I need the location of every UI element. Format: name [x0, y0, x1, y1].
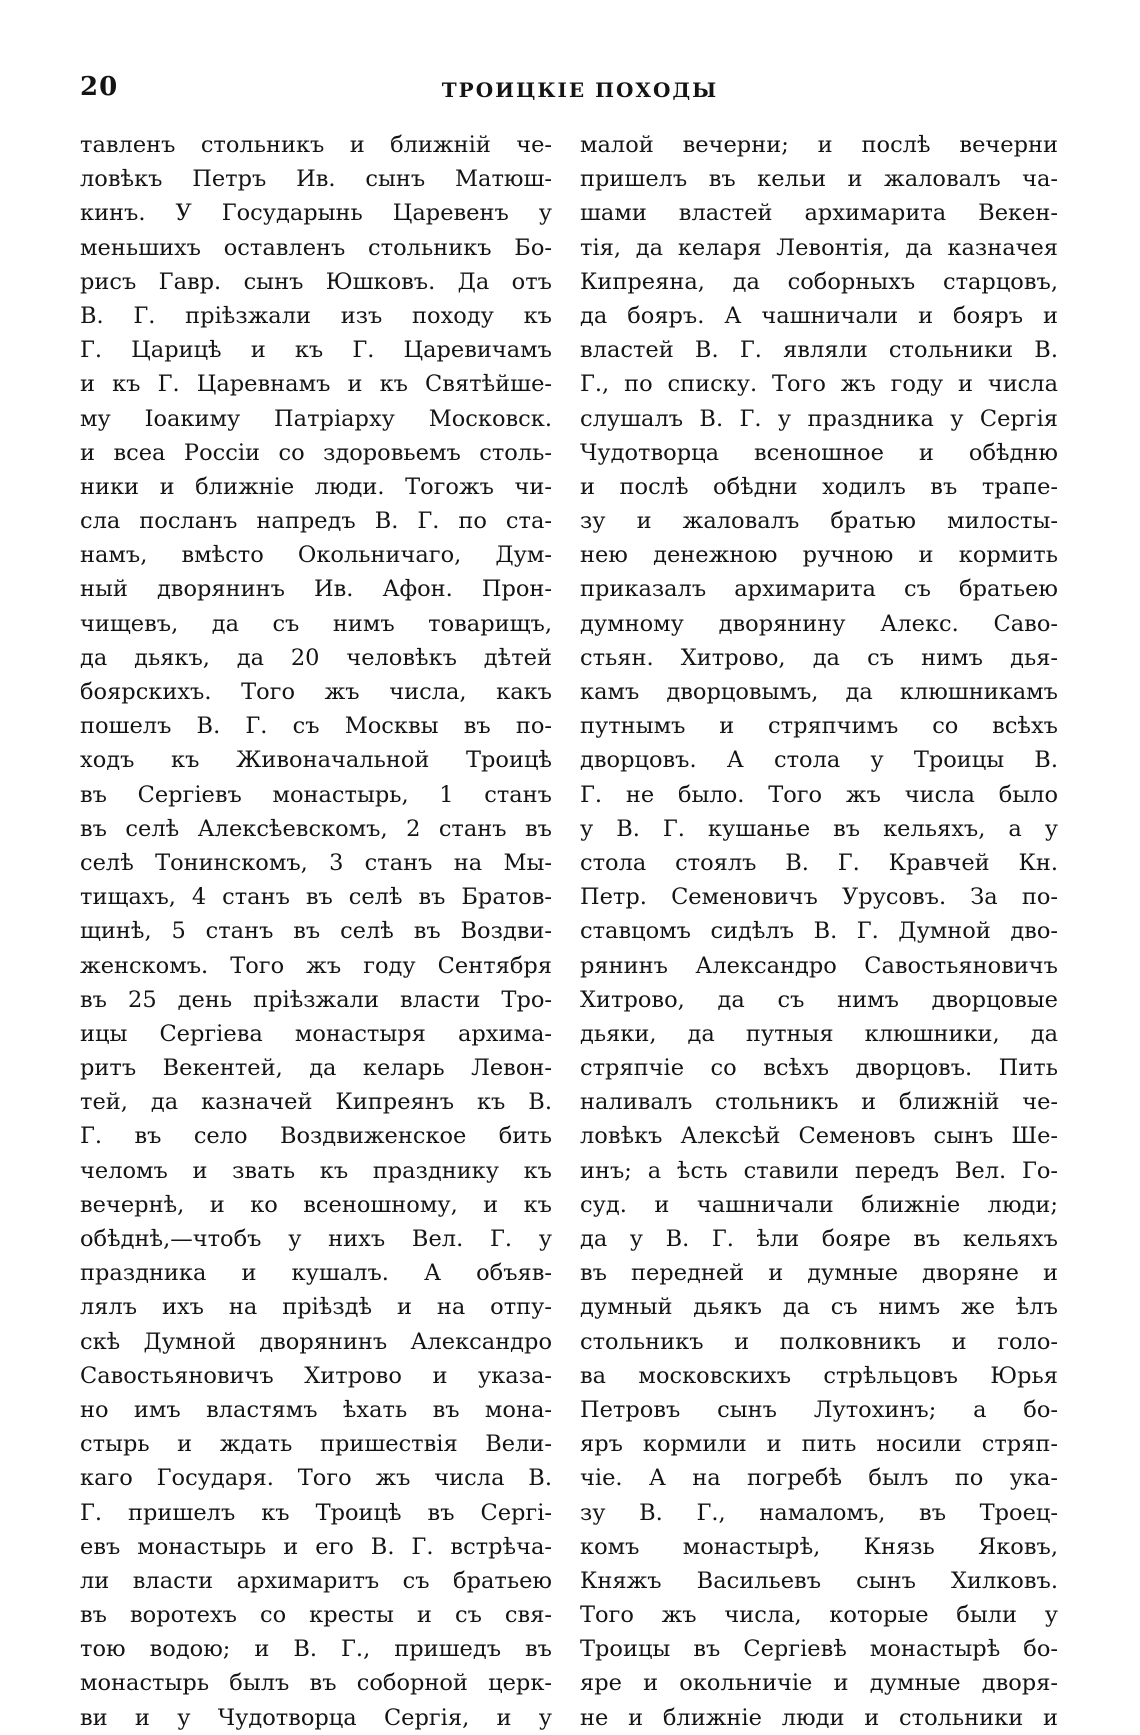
text-line: да дьякъ, да 20 человѣкъ дѣтей: [80, 644, 552, 671]
text-line: Петр. Семеновичъ Урусовъ. За по-: [580, 884, 1058, 911]
text-line: щинѣ, 5 станъ въ селѣ въ Воздви-: [80, 918, 552, 945]
text-line: женскомъ. Того жъ году Сентября: [80, 952, 552, 979]
text-line: чищевъ, да съ нимъ товарищъ,: [80, 610, 552, 637]
text-line: въ воротехъ со кресты и съ свя-: [80, 1602, 552, 1629]
text-line: ный дворянинъ Ив. Афон. Прон-: [80, 576, 552, 603]
text-line: властей В. Г. являли стольники В.: [580, 337, 1058, 364]
text-line: въ Сергіевъ монастырь, 1 станъ: [80, 781, 552, 808]
text-line: скѣ Думной дворянинъ Александро: [80, 1328, 552, 1355]
text-line: намъ, вмѣсто Окольничаго, Дум-: [80, 542, 552, 569]
right-column: [580, 128, 1058, 1735]
text-line: евъ монастырь и его В. Г. встрѣча-: [80, 1533, 552, 1560]
text-line: меньшихъ оставленъ стольникъ Бо-: [80, 234, 552, 261]
text-line: тищахъ, 4 станъ въ селѣ въ Братов-: [80, 884, 552, 911]
text-line: боярскихъ. Того жъ числа, какъ: [80, 679, 552, 705]
text-line: инъ; а ѣсть ставили передъ Вел. Го-: [580, 1157, 1058, 1184]
text-line: Кипреяна, да соборныхъ старцовъ,: [580, 268, 1058, 295]
text-line: да бояръ. А чашничали и бояръ и: [580, 302, 1058, 329]
text-line: нею денежною ручною и кормить: [580, 542, 1058, 569]
text-line: вечернѣ, и ко всеношному, и къ: [80, 1191, 552, 1218]
text-line: Г., по списку. Того жъ году и числа: [580, 371, 1058, 398]
text-line: кинъ. У Государынь Царевенъ у: [80, 200, 552, 227]
text-line: наливалъ стольникъ и ближній че-: [580, 1089, 1058, 1116]
text-line: не и ближніе люди и стольники и: [580, 1704, 1058, 1731]
text-line: ицы Сергіева монастыря архима-: [80, 1020, 552, 1047]
text-line: рисъ Гавр. сынъ Юшковъ. Да отъ: [80, 268, 552, 295]
text-line: ритъ Векентей, да келарь Левон-: [80, 1055, 552, 1082]
text-line: ходъ къ Живоначальной Троицѣ: [80, 747, 552, 774]
text-line: у В. Г. кушанье въ кельяхъ, а у: [580, 815, 1058, 842]
text-line: ли власти архимаритъ съ братьею: [80, 1567, 552, 1594]
text-line: стола стоялъ В. Г. Кравчей Кн.: [580, 849, 1058, 876]
text-line: лялъ ихъ на пріѣздѣ и на отпу-: [80, 1294, 552, 1321]
text-line: Г. въ село Воздвиженское бить: [80, 1123, 552, 1150]
text-line: Того жъ числа, которые были у: [580, 1602, 1058, 1629]
text-line: Г. Царицѣ и къ Г. Царевичамъ: [80, 337, 552, 364]
text-line: комъ монастырѣ, Князь Яковъ,: [580, 1533, 1058, 1560]
text-line: малой вечерни; и послѣ вечерни: [580, 132, 1058, 158]
text-line: стьян. Хитрово, да съ нимъ дья-: [580, 644, 1058, 671]
text-line: пошелъ В. Г. съ Москвы въ по-: [80, 713, 552, 740]
text-line: тія, да келаря Левонтія, да казначея: [580, 234, 1058, 261]
text-line: ва московскихъ стрѣльцовъ Юрья: [580, 1362, 1058, 1389]
text-line: ловѣкъ Алексѣй Семеновъ сынъ Ше-: [580, 1123, 1058, 1150]
text-line: Г. не было. Того жъ числа было: [580, 781, 1058, 808]
text-line: ви и у Чудотворца Сергія, и у: [80, 1704, 552, 1731]
text-line: въ 25 день пріѣзжали власти Тро-: [80, 986, 552, 1013]
text-line: Савостьяновичъ Хитрово и указа-: [80, 1362, 552, 1389]
text-line: рянинъ Александро Савостьяновичъ: [580, 952, 1058, 979]
text-line: приказалъ архимарита съ братьею: [580, 576, 1058, 603]
text-line: ники и ближніе люди. Тогожъ чи-: [80, 473, 552, 500]
text-line: и всеа Россіи со здоровьемъ столь-: [80, 439, 552, 466]
text-line: челомъ и звать къ празднику къ: [80, 1157, 552, 1184]
page-number: 20: [80, 72, 119, 102]
text-line: шами властей архимарита Векен-: [580, 200, 1058, 227]
text-line: Чудотворца всеношное и обѣдню: [580, 439, 1058, 466]
text-line: зу В. Г., намаломъ, въ Троец-: [580, 1499, 1058, 1526]
text-line: путнымъ и стряпчимъ со всѣхъ: [580, 713, 1058, 740]
text-line: ловѣкъ Петръ Ив. сынъ Матюш-: [80, 166, 552, 193]
text-line: Троицы въ Сергіевѣ монастырѣ бо-: [580, 1636, 1058, 1663]
page-header: [80, 72, 1080, 112]
text-line: думный дьякъ да съ нимъ же ѣлъ: [580, 1294, 1058, 1321]
text-line: праздника и кушалъ. А объяв-: [80, 1260, 552, 1287]
text-line: стырь и ждать пришествія Вели-: [80, 1431, 552, 1458]
text-line: Г. пришелъ къ Троицѣ въ Сергі-: [80, 1499, 552, 1526]
text-line: сла посланъ напредъ В. Г. по ста-: [80, 508, 552, 535]
running-title: ТРОИЦКІЕ ПОХОДЫ: [441, 78, 719, 102]
text-line: въ селѣ Алексѣевскомъ, 2 станъ въ: [80, 815, 552, 842]
text-line: дворцовъ. А стола у Троицы В.: [580, 747, 1058, 774]
text-line: но имъ властямъ ѣхать въ мона-: [80, 1396, 552, 1423]
text-line: камъ дворцовымъ, да клюшникамъ: [580, 679, 1058, 705]
text-line: Хитрово, да съ нимъ дворцовые: [580, 986, 1058, 1013]
text-line: монастырь былъ въ соборной церк-: [80, 1670, 552, 1697]
text-line: яръ кормили и пить носили стряп-: [580, 1431, 1058, 1458]
text-line: и къ Г. Царевнамъ и къ Святѣйше-: [80, 371, 552, 398]
left-column: [80, 128, 552, 1735]
text-line: суд. и чашничали ближніе люди;: [580, 1191, 1058, 1218]
text-line: стольникъ и полковникъ и голо-: [580, 1328, 1058, 1355]
text-line: тей, да казначей Кипреянъ къ В.: [80, 1089, 552, 1116]
text-line: думному дворянину Алекс. Саво-: [580, 610, 1058, 637]
text-line: слушалъ В. Г. у праздника у Сергія: [580, 405, 1058, 432]
text-line: селѣ Тонинскомъ, 3 станъ на Мы-: [80, 849, 552, 876]
text-line: каго Государя. Того жъ числа В.: [80, 1465, 552, 1492]
text-line: чіе. А на погребѣ былъ по ука-: [580, 1465, 1058, 1492]
text-line: и послѣ обѣдни ходилъ въ трапе-: [580, 473, 1058, 500]
text-line: въ передней и думные дворяне и: [580, 1260, 1058, 1287]
text-line: Петровъ сынъ Лутохинъ; а бо-: [580, 1396, 1058, 1423]
text-line: тавленъ стольникъ и ближній че-: [80, 132, 552, 158]
text-line: яре и окольничіе и думные дворя-: [580, 1670, 1058, 1697]
text-line: пришелъ въ кельи и жаловалъ ча-: [580, 166, 1058, 193]
text-line: тою водою; и В. Г., пришедъ въ: [80, 1636, 552, 1663]
text-line: му Іоакиму Патріарху Московск.: [80, 405, 552, 432]
text-line: да у В. Г. ѣли бояре въ кельяхъ: [580, 1226, 1058, 1252]
text-line: дьяки, да путныя клюшники, да: [580, 1020, 1058, 1047]
text-line: Княжъ Васильевъ сынъ Хилковъ.: [580, 1567, 1058, 1594]
text-line: В. Г. пріѣзжали изъ походу къ: [80, 302, 552, 329]
text-line: обѣднѣ,—чтобъ у нихъ Вел. Г. у: [80, 1226, 552, 1252]
text-line: зу и жаловалъ братью милосты-: [580, 508, 1058, 535]
text-line: ставцомъ сидѣлъ В. Г. Думной дво-: [580, 918, 1058, 945]
text-line: стряпчіе со всѣхъ дворцовъ. Пить: [580, 1055, 1058, 1082]
